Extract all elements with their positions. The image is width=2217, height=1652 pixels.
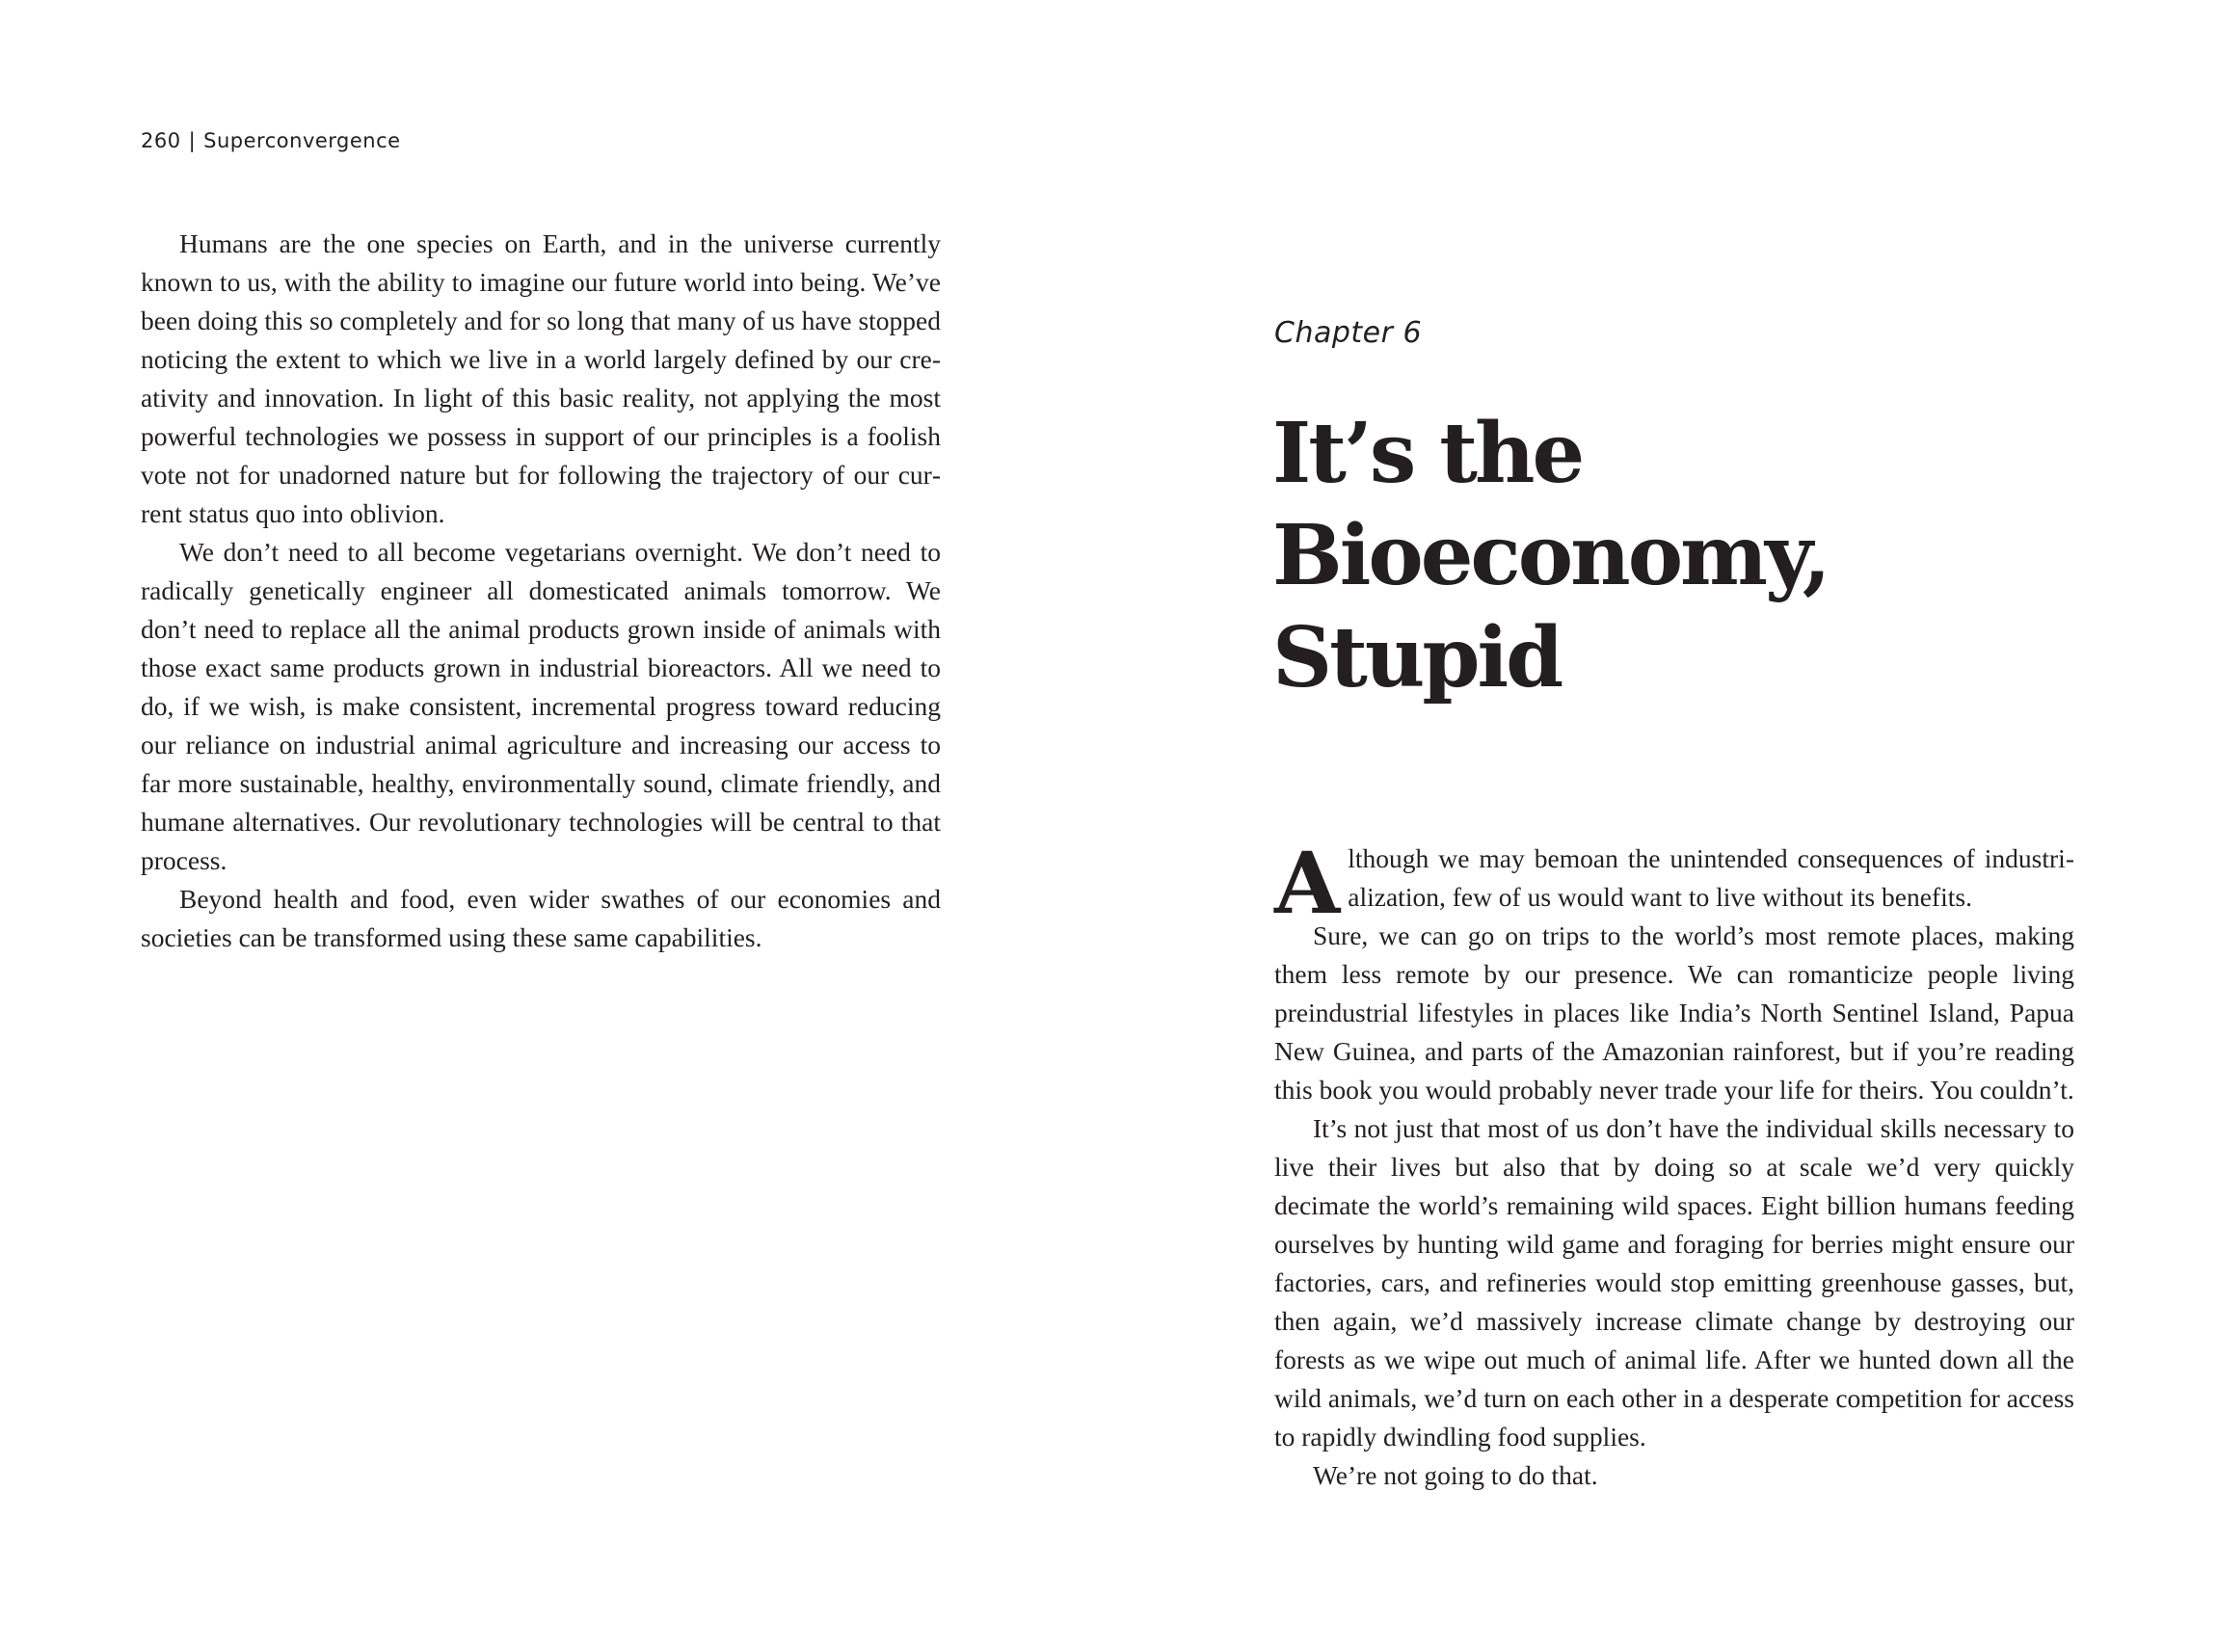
body-paragraph: We don’t need to all become vegetarians overnight. We don’t need to radically genetically engineer all domesticated animals tomorrow. We don’t need to replace all the animal products grown inside of animals with those exact same products grown in industrial bioreactors. All we need to do, if we wish, is make consistent, incremental progress toward reducing our reliance on industrial animal agriculture and increasing our access to far more sustainable, healthy, environmentally sound, climate friendly, and humane alternatives. Our revolutionary technologies will be central to that process.	[141, 537, 941, 875]
page-number: 260	[141, 129, 181, 152]
book-title: Superconvergence	[203, 129, 401, 152]
body-paragraph: We’re not going to do that.	[1313, 1460, 1598, 1490]
opening-paragraph-text: lthough we may bemoan the unintended consequences of industrialization, few of us would want to live without its benefits.	[1348, 843, 2074, 912]
body-paragraph: Sure, we can go on trips to the world’s most remote places, making them less remote by our presence. We can romanticize people living preindustrial lifestyles in places like India’s North Sentinel Island, Papua New Guinea, and parts of the Amazonian rainforest, but if you’re reading this book you would probably never trade your life for theirs. You couldn’t.	[1274, 920, 2074, 1105]
chapter-title-line: Stupid	[1272, 609, 1562, 706]
left-page	[0, 0, 1108, 1652]
right-body-text	[1274, 833, 2074, 1495]
chapter-title-line: Bioeconomy,	[1272, 507, 1829, 604]
running-head	[141, 129, 401, 152]
chapter-title	[1272, 403, 1829, 709]
body-paragraph: Beyond health and food, even wider swathes of our economies and societies can be transformed using these same capabilities.	[141, 884, 941, 952]
chapter-title-line: It’s the	[1272, 405, 1583, 502]
right-page	[1108, 0, 2217, 1652]
body-paragraph: It’s not just that most of us don’t have the individual skills necessary to live their lives but also that by doing so at scale we’d very quickly decimate the world’s remaining wild spaces. Eight billion humans feeding ourselves by hunting wild game and foraging for berries might ensure our factories, cars, and refineries would stop emitting greenhouse gasses, but, then again, we’d massively increase climate change by destroying our forests as we wipe out much of animal life. After we hunted down all the wild animals, we’d turn on each other in a desperate competition for access to rapidly dwindling food supplies.	[1274, 1113, 2074, 1452]
drop-cap: A	[1274, 833, 1341, 933]
left-body-text	[141, 225, 941, 957]
body-paragraph: Humans are the one species on Earth, and in the universe currently known to us, with the ability to imagine our future world into being. We’ve been doing this so completely and for so long that many of us have stopped noticing the extent to which we live in a world largely defined by our creativity and innovation. In light of this basic reality, not applying the most powerful technologies we possess in support of our principles is a foolish vote not for unadorned nature but for following the trajectory of our current status quo into oblivion.	[141, 228, 941, 528]
chapter-label: Chapter 6	[1274, 316, 1423, 350]
opening-paragraph	[1274, 833, 2074, 933]
running-head-separator: |	[188, 129, 197, 152]
